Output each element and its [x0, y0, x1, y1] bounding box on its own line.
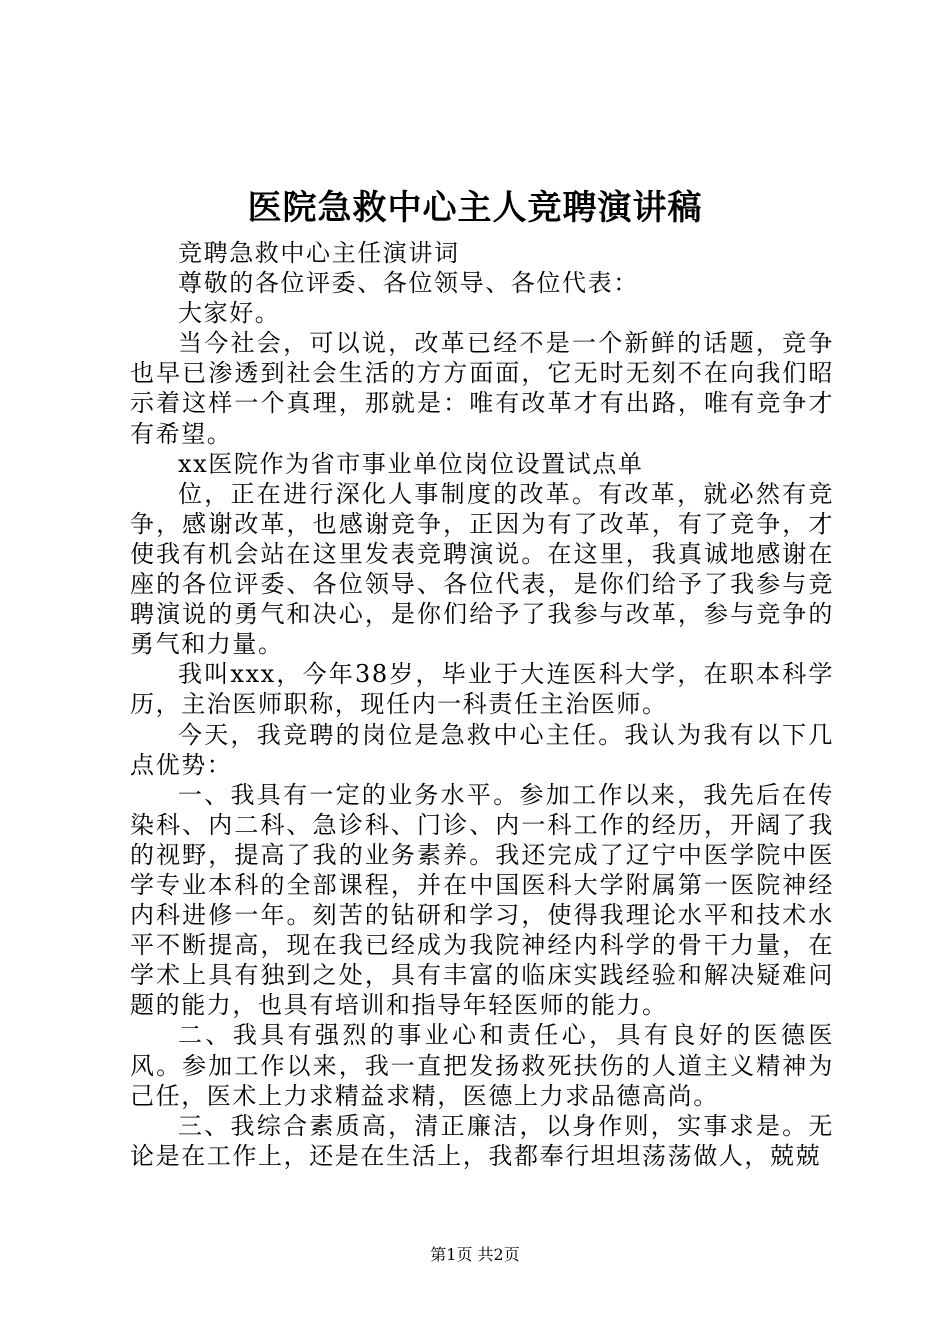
paragraph: xx医院作为省市事业单位岗位设置试点单 — [178, 449, 644, 478]
paragraph: 三、我综合素质高，清正廉洁，以身作则，实事求是。无论是在工作上，还是在生活上，我都奉行坦坦荡荡做人，兢兢 — [130, 1111, 834, 1170]
page-number-footer: 第1页 共2页 — [430, 1245, 520, 1264]
paragraph: 当今社会，可以说，改革已经不是一个新鲜的话题，竞争也早已渗透到社会生活的方方面面，它无时无刻不在向我们昭示着这样一个真理，那就是：唯有改革才有出路，唯有竞争才有希望。 — [130, 329, 834, 448]
paragraph: 我叫xxx，今年38岁，毕业于大连医科大学，在职本科学历，主治医师职称，现任内一科责任主治医师。 — [130, 660, 834, 719]
paragraph: 一、我具有一定的业务水平。参加工作以来，我先后在传染科、内二科、急诊科、门诊、内一科工作的经历，开阔了我的视野，提高了我的业务素养。我还完成了辽宁中医学院中医学专业本科的全部课程，并在中国医科大学附属第一医院神经内科进修一年。刻苦的钻研和学习，使得我理论水平和技术水平不断提高，现在我已经成为我院神经内科学的骨干力量，在学术上具有独到之处，具有丰富的临床实践经验和解决疑难问题的能力，也具有培训和指导年轻医师的能力。 — [130, 780, 834, 1020]
paragraph: 大家好。 — [178, 299, 281, 328]
paragraph: 位，正在进行深化人事制度的改革。有改革，就必然有竞争，感谢改革，也感谢竞争，正因为有了改革，有了竞争，才使我有机会站在这里发表竞聘演说。在这里，我真诚地感谢在座的各位评委、各位领导、各位代表，是你们给予了我参与竞聘演说的勇气和决心，是你们给予了我参与改革，参与竞争的勇气和力量。 — [130, 479, 834, 659]
paragraph: 今天，我竞聘的岗位是急救中心主任。我认为我有以下几点优势： — [130, 720, 834, 779]
document-title: 医院急救中心主人竞聘演讲稿 — [247, 188, 703, 228]
paragraph: 尊敬的各位评委、各位领导、各位代表： — [178, 269, 639, 298]
paragraph: 二、我具有强烈的事业心和责任心，具有良好的医德医风。参加工作以来，我一直把发扬救死扶伤的人道主义精神为己任，医术上力求精益求精，医德上力求品德高尚。 — [130, 1021, 834, 1110]
document-body — [130, 238, 834, 1171]
paragraph: 竞聘急救中心主任演讲词 — [178, 239, 460, 267]
